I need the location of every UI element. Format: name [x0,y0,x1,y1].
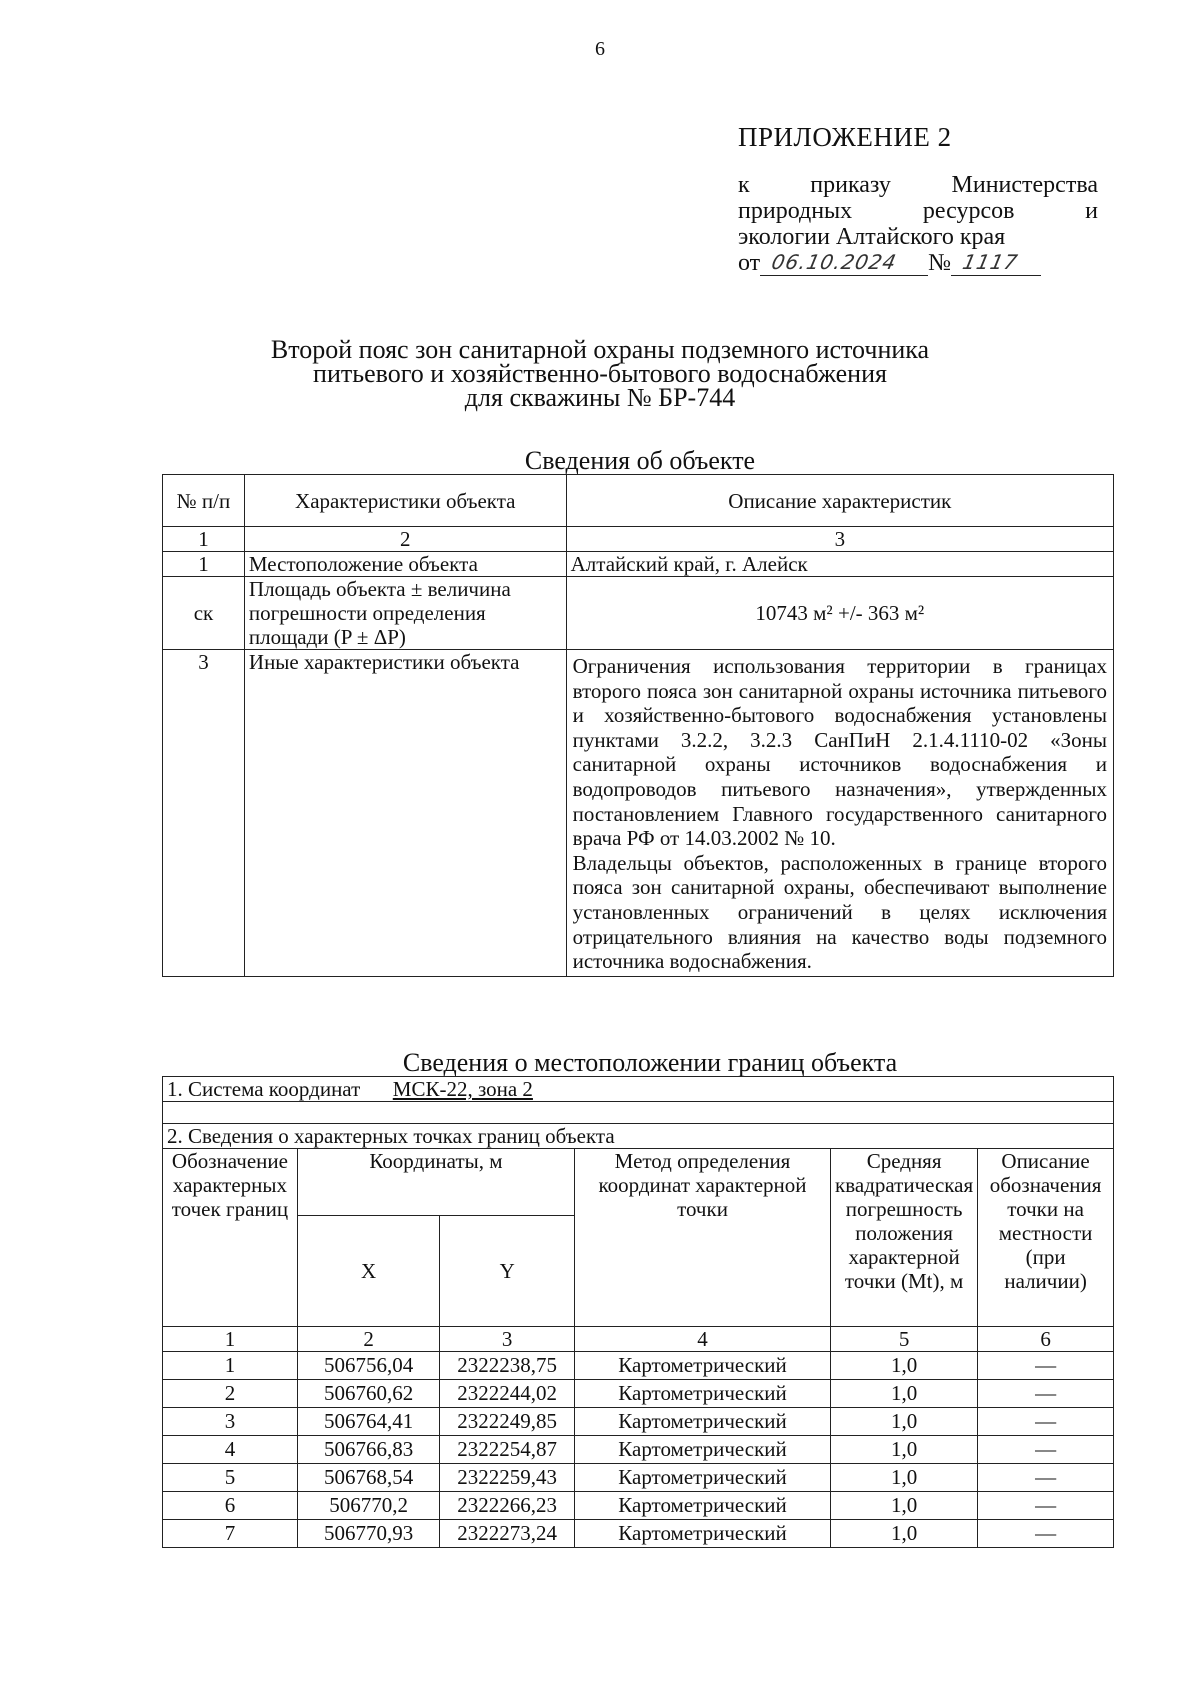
object-info-table [162,474,1114,977]
header-x: X [297,1216,439,1327]
column-number: 3 [440,1327,575,1352]
point-y: 2322238,75 [440,1352,575,1380]
header-cell: № п/п [163,475,245,527]
point-x: 506768,54 [297,1464,439,1492]
point-x: 506760,62 [297,1380,439,1408]
point-error: 1,0 [831,1380,978,1408]
point-number: 2 [163,1380,298,1408]
header-error: Средняя квадратическая погрешность положения характерной точки (Mt), м [831,1149,978,1327]
point-method: Картометрический [575,1408,831,1436]
point-number: 4 [163,1436,298,1464]
point-error: 1,0 [831,1352,978,1380]
point-y: 2322266,23 [440,1492,575,1520]
row-number: 1 [163,552,245,577]
point-error: 1,0 [831,1408,978,1436]
date-prefix: от [738,250,761,276]
point-error: 1,0 [831,1492,978,1520]
row-description: 10743 м² +/- 363 м² [566,577,1113,650]
point-y: 2322259,43 [440,1464,575,1492]
point-error: 1,0 [831,1436,978,1464]
order-line-2 [738,198,1098,224]
order-reference [738,172,1098,276]
point-description: — [978,1436,1114,1464]
column-number: 6 [978,1327,1114,1352]
table-row [163,552,1114,577]
point-number: 3 [163,1408,298,1436]
page-number: 6 [595,38,605,60]
header-cell: Описание характеристик [566,475,1113,527]
point-x: 506770,2 [297,1492,439,1520]
column-number: 5 [831,1327,978,1352]
row-number: ск [163,577,245,650]
row-characteristic: Площадь объекта ± величина погрешности определения площади (P ± ΔP) [244,577,566,650]
point-x: 506764,41 [297,1408,439,1436]
points-section-row [163,1124,1114,1149]
point-method: Картометрический [575,1380,831,1408]
boundaries-table [162,1076,1114,1548]
coordinate-system-row [163,1077,1114,1102]
header-y: Y [440,1216,575,1327]
order-word: ресурсов [922,198,1015,224]
header-coordinates: Координаты, м [297,1149,574,1216]
header-method: Метод определения координат характерной точки [575,1149,831,1327]
order-word: и [1085,198,1098,224]
point-method: Картометрический [575,1436,831,1464]
point-x: 506770,93 [297,1520,439,1548]
row-characteristic: Местоположение объекта [244,552,566,577]
column-number: 3 [566,527,1113,552]
handwritten-number: 1117 [951,251,1041,276]
table-row [163,1436,1114,1464]
point-description: — [978,1380,1114,1408]
spacer-row [163,1102,1114,1124]
document-title: Второй пояс зон санитарной охраны подземного источника питьевого и хозяйственно-бытового водоснабжения для скважины № БР-744 [270,335,930,412]
point-description: — [978,1520,1114,1548]
points-header-row [163,1149,1114,1216]
point-y: 2322244,02 [440,1380,575,1408]
point-method: Картометрический [575,1520,831,1548]
coordinate-system-label: 1. Система координат [167,1077,361,1101]
table-row [163,1408,1114,1436]
order-date-line [738,250,1098,276]
column-number: 2 [297,1327,439,1352]
header-designation: Обозначение характерных точек границ [163,1149,298,1327]
order-line-1 [738,172,1098,198]
point-description: — [978,1352,1114,1380]
column-number: 1 [163,527,245,552]
point-error: 1,0 [831,1520,978,1548]
appendix-title: ПРИЛОЖЕНИЕ 2 [738,122,952,152]
description-paragraph: Владельцы объектов, расположенных в границе второго пояса зон санитарной охраны, обеспечивают выполнение установленных ограничений в целях исключения отрицательного влияния на качество воды подземного источника водоснабжения. [572,850,1107,974]
point-method: Картометрический [575,1352,831,1380]
point-error: 1,0 [831,1464,978,1492]
point-x: 506766,83 [297,1436,439,1464]
header-description: Описание обозначения точки на местности (при наличии) [978,1149,1114,1327]
row-description [566,650,1113,977]
point-description: — [978,1408,1114,1436]
coordinate-system-value: МСК-22, зона 2 [392,1077,533,1101]
point-description: — [978,1492,1114,1520]
order-line-3 [738,224,1098,250]
order-word: Министерства [951,172,1098,198]
table-row [163,650,1114,977]
order-word: к [738,172,750,198]
point-number: 5 [163,1464,298,1492]
column-number: 4 [575,1327,831,1352]
row-characteristic: Иные характеристики объекта [244,650,566,977]
description-paragraph: Ограничения использования территории в границах второго пояса зон санитарной охраны источника питьевого и хозяйственно-бытового водоснабжения установлены пунктами 3.2.2, 3.2.3 СанПиН 2.1.4.1110-02 «Зоны санитарной охраны источников водоснабжения и водопроводов питьевого назначения», утвержденных постановлением Главного государственного санитарного врача РФ от 14.03.2002 № 10. [572,654,1107,851]
point-y: 2322273,24 [440,1520,575,1548]
order-ministry: экологии Алтайского края [738,224,1006,250]
table-row [163,577,1114,650]
row-number: 3 [163,650,245,977]
table-row [163,1380,1114,1408]
order-word: природных [738,198,853,224]
point-y: 2322254,87 [440,1436,575,1464]
table-row [163,1492,1114,1520]
handwritten-date: 06.10.2024 [760,251,928,276]
point-x: 506756,04 [297,1352,439,1380]
point-number: 6 [163,1492,298,1520]
point-number: 1 [163,1352,298,1380]
point-method: Картометрический [575,1492,831,1520]
number-prefix: № [928,250,952,276]
point-number: 7 [163,1520,298,1548]
column-number-row [163,1327,1114,1352]
column-number-row [163,527,1114,552]
table-header-row [163,475,1114,527]
order-word: приказу [810,172,891,198]
point-y: 2322249,85 [440,1408,575,1436]
row-description: Алтайский край, г. Алейск [566,552,1113,577]
column-number: 2 [244,527,566,552]
point-description: — [978,1464,1114,1492]
header-cell: Характеристики объекта [244,475,566,527]
table-row [163,1520,1114,1548]
table-row [163,1464,1114,1492]
column-number: 1 [163,1327,298,1352]
boundaries-caption: Сведения о местоположении границ объекта [402,1048,898,1077]
table-row [163,1352,1114,1380]
points-section-label: 2. Сведения о характерных точках границ объекта [163,1124,1114,1149]
object-info-caption: Сведения об объекте [524,446,756,475]
point-method: Картометрический [575,1464,831,1492]
